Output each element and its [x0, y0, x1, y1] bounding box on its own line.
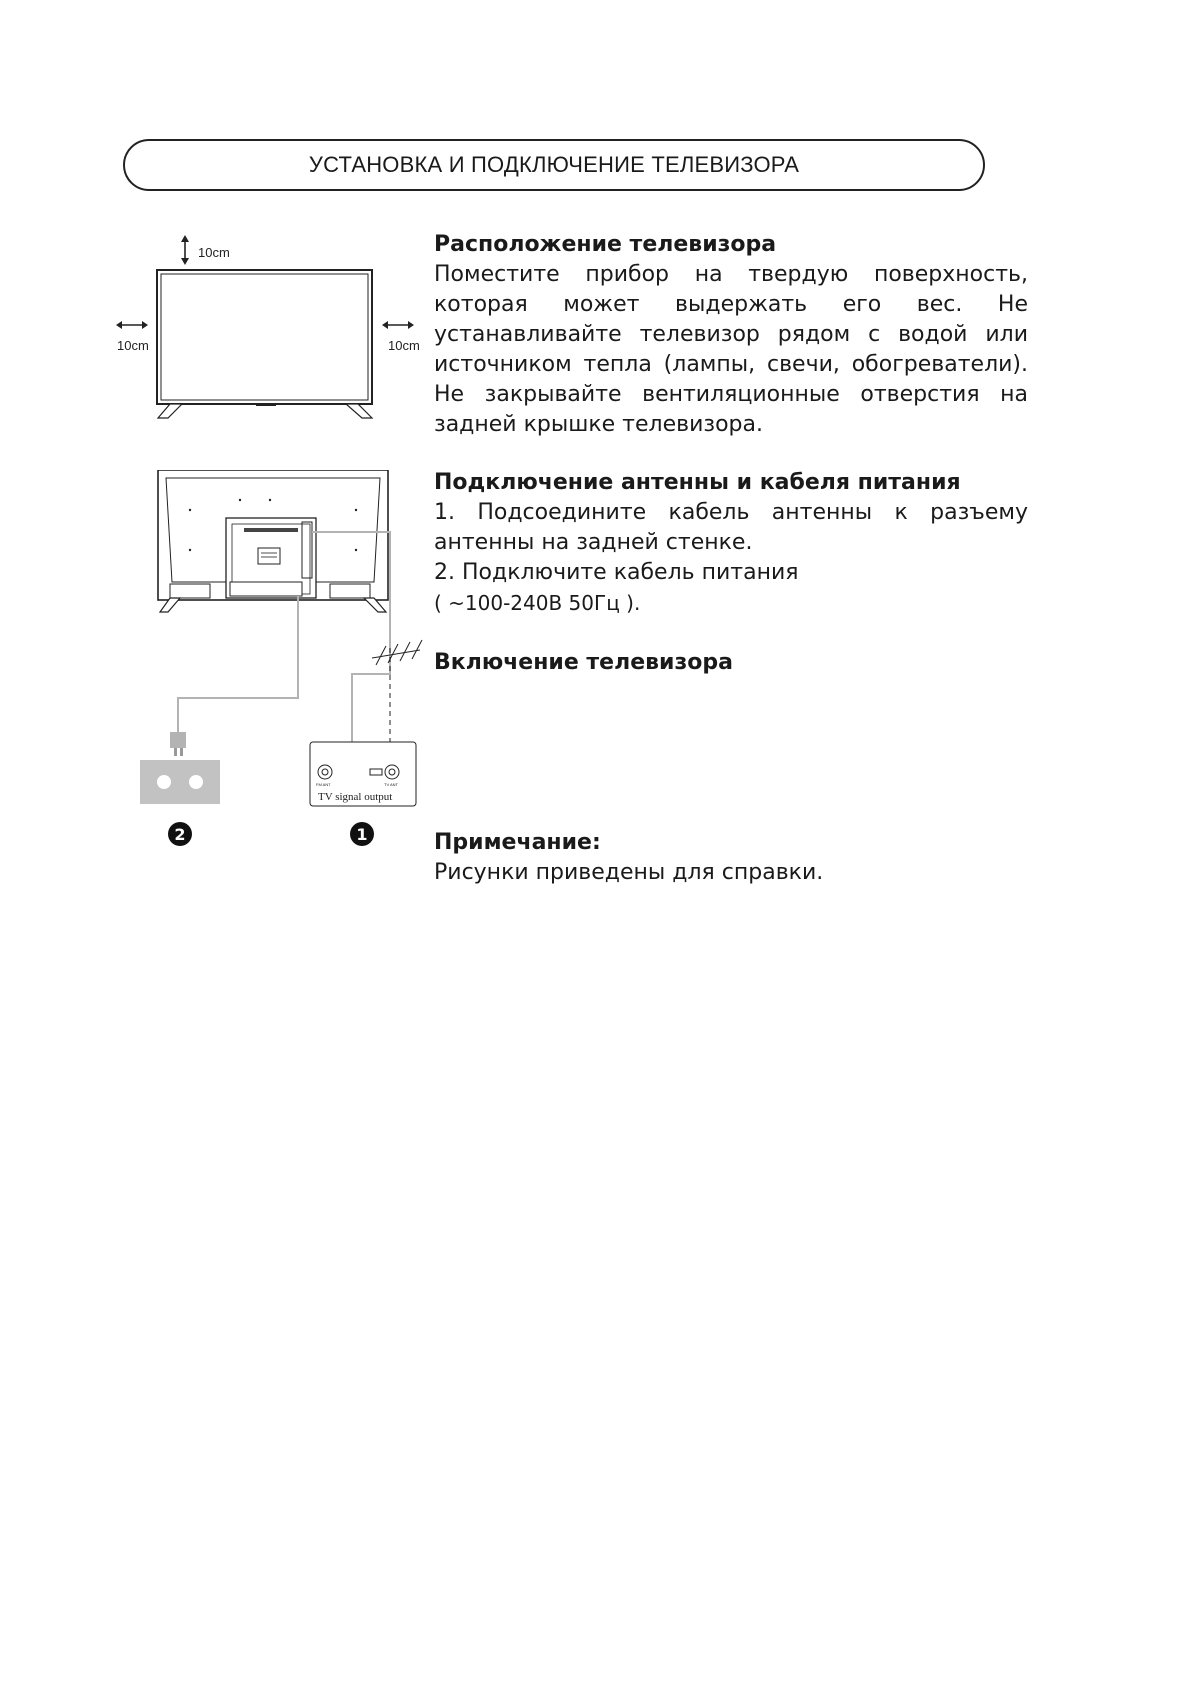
tv-stand-right: [346, 404, 372, 418]
power-cable: [178, 596, 298, 732]
tv-signal-output-label: TV signal output: [318, 791, 393, 803]
wall-outlet-icon: [140, 760, 220, 804]
left-clearance-arrow-icon: [116, 321, 148, 329]
placement-section: [434, 230, 1028, 440]
top-clearance-arrow-icon: [181, 235, 189, 265]
page-title: УСТАНОВКА И ПОДКЛЮЧЕНИЕ ТЕЛЕВИЗОРА: [123, 139, 985, 191]
connection-heading: Подключение антенны и кабеля питания: [434, 470, 961, 495]
power-plug-icon: [170, 732, 186, 748]
note-section: [434, 828, 1028, 888]
connection-step1: 1. Подсоедините кабель антенны к разъему антенны на задней стенке.: [434, 500, 1028, 555]
marker-antenna-label: 1: [356, 825, 368, 844]
tv-ant-label: TV ANT: [384, 782, 399, 787]
placement-text: Поместите прибор на твердую поверхность, которая может выдержать его вес. Не устанавливайте телевизор рядом с водой или источником тепла (лампы, свечи, обогреватели). Не закрывайте вентиляционные отверстия на задней крышке телевизора.: [434, 262, 1028, 437]
tv-front-frame: [157, 270, 372, 404]
fm-ant-label: FM ANT: [316, 782, 331, 787]
note-heading: Примечание:: [434, 830, 601, 855]
power-on-section: [434, 648, 1028, 678]
note-text: Рисунки приведены для справки.: [434, 860, 824, 885]
connection-section: [434, 468, 1028, 618]
connection-step2-note: ( ~100-240В 50Гц ).: [434, 591, 641, 615]
tv-stand-left: [158, 404, 182, 418]
marker-power-label: 2: [174, 825, 186, 844]
placement-heading: Расположение телевизора: [434, 232, 777, 257]
right-clearance-arrow-icon: [382, 321, 414, 329]
right-clearance-label: 10cm: [388, 338, 420, 353]
top-clearance-label: 10cm: [198, 245, 230, 260]
connection-step2: 2. Подключите кабель питания: [434, 560, 799, 585]
antenna-icon: [372, 640, 422, 753]
power-on-heading: Включение телевизора: [434, 650, 733, 675]
left-clearance-label: 10cm: [117, 338, 149, 353]
tv-placement-figure: [110, 228, 430, 428]
tv-connection-figure: [130, 470, 430, 850]
